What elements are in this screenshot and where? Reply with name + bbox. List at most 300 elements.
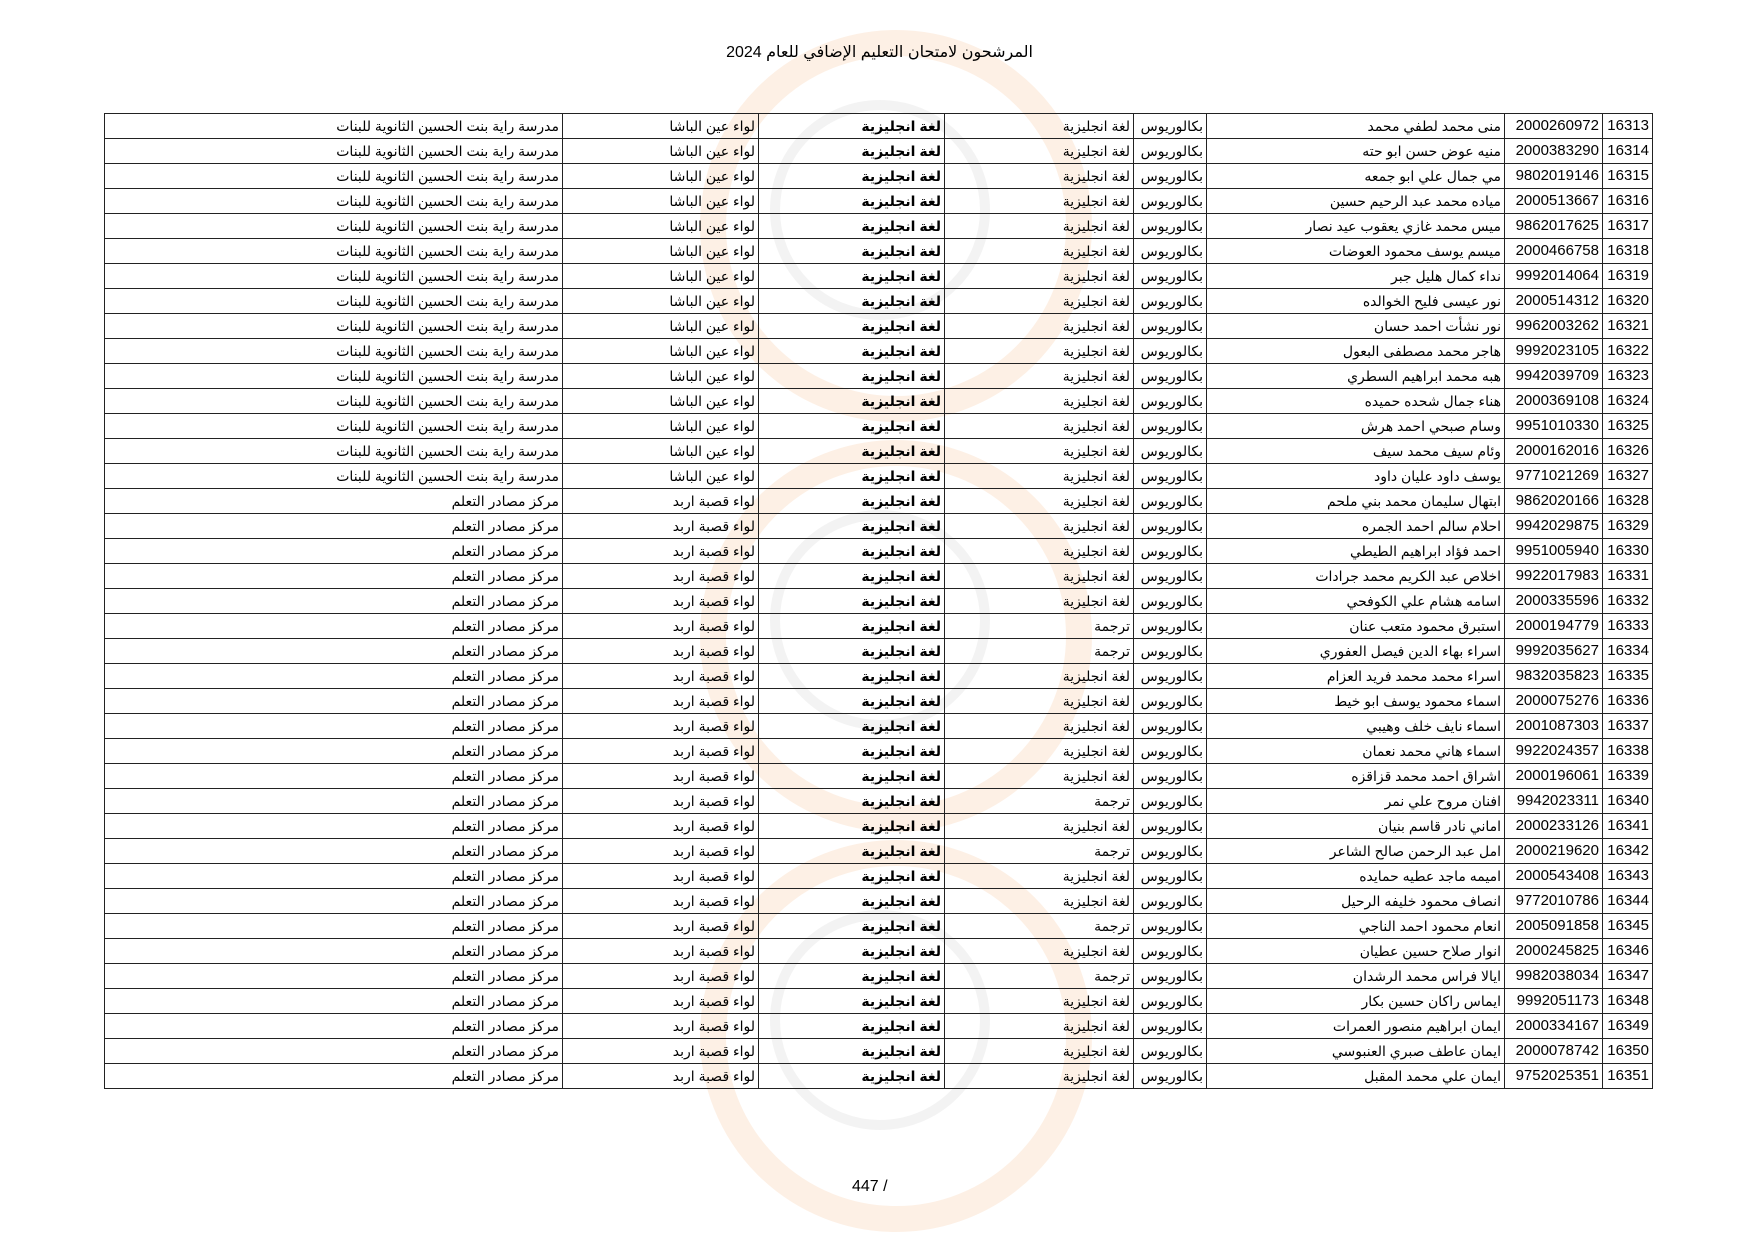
- directorate-cell: لواء قصبة اربد: [563, 839, 759, 864]
- subject-cell: لغة انجليزية: [759, 764, 945, 789]
- specialization-cell: ترجمة: [945, 839, 1134, 864]
- subject-cell: لغة انجليزية: [759, 114, 945, 139]
- school-cell: مركز مصادر التعلم: [105, 964, 563, 989]
- subject-cell: لغة انجليزية: [759, 539, 945, 564]
- directorate-cell: لواء قصبة اربد: [563, 889, 759, 914]
- candidate-name-cell: ابتهال سليمان محمد بني ملحم: [1207, 489, 1505, 514]
- candidate-name-cell: اسراء محمد محمد فريد العزام: [1207, 664, 1505, 689]
- candidate-name-cell: احلام سالم احمد الجمره: [1207, 514, 1505, 539]
- national-id-cell: 9802019146: [1505, 164, 1603, 189]
- specialization-cell: لغة انجليزية: [945, 114, 1134, 139]
- national-id-cell: 9862020166: [1505, 489, 1603, 514]
- directorate-cell: لواء قصبة اربد: [563, 864, 759, 889]
- directorate-cell: لواء قصبة اربد: [563, 964, 759, 989]
- subject-cell: لغة انجليزية: [759, 1039, 945, 1064]
- candidate-name-cell: انصاف محمود خليفه الرحيل: [1207, 889, 1505, 914]
- candidate-name-cell: ايمان علي محمد المقبل: [1207, 1064, 1505, 1089]
- directorate-cell: لواء عين الباشا: [563, 139, 759, 164]
- national-id-cell: 2000196061: [1505, 764, 1603, 789]
- subject-cell: لغة انجليزية: [759, 189, 945, 214]
- table-row: [105, 564, 1653, 589]
- directorate-cell: لواء قصبة اربد: [563, 664, 759, 689]
- table-row: [105, 989, 1653, 1014]
- specialization-cell: لغة انجليزية: [945, 989, 1134, 1014]
- specialization-cell: ترجمة: [945, 964, 1134, 989]
- seq-number-cell: 16340: [1603, 789, 1653, 814]
- table-row: [105, 739, 1653, 764]
- degree-cell: بكالوريوس: [1134, 739, 1207, 764]
- specialization-cell: لغة انجليزية: [945, 389, 1134, 414]
- school-cell: مدرسة راية بنت الحسين الثانوية للبنات: [105, 439, 563, 464]
- subject-cell: لغة انجليزية: [759, 714, 945, 739]
- directorate-cell: لواء عين الباشا: [563, 464, 759, 489]
- candidate-name-cell: انوار صلاح حسين عطيان: [1207, 939, 1505, 964]
- subject-cell: لغة انجليزية: [759, 489, 945, 514]
- specialization-cell: لغة انجليزية: [945, 139, 1134, 164]
- subject-cell: لغة انجليزية: [759, 214, 945, 239]
- degree-cell: بكالوريوس: [1134, 639, 1207, 664]
- directorate-cell: لواء عين الباشا: [563, 214, 759, 239]
- national-id-cell: 2000194779: [1505, 614, 1603, 639]
- table-row: [105, 389, 1653, 414]
- seq-number-cell: 16327: [1603, 464, 1653, 489]
- directorate-cell: لواء قصبة اربد: [563, 514, 759, 539]
- seq-number-cell: 16330: [1603, 539, 1653, 564]
- national-id-cell: 9962003262: [1505, 314, 1603, 339]
- school-cell: مركز مصادر التعلم: [105, 714, 563, 739]
- directorate-cell: لواء قصبة اربد: [563, 489, 759, 514]
- degree-cell: بكالوريوس: [1134, 839, 1207, 864]
- national-id-cell: 9942023311: [1505, 789, 1603, 814]
- school-cell: مركز مصادر التعلم: [105, 539, 563, 564]
- directorate-cell: لواء قصبة اربد: [563, 689, 759, 714]
- national-id-cell: 2000075276: [1505, 689, 1603, 714]
- seq-number-cell: 16328: [1603, 489, 1653, 514]
- degree-cell: بكالوريوس: [1134, 339, 1207, 364]
- specialization-cell: لغة انجليزية: [945, 939, 1134, 964]
- degree-cell: بكالوريوس: [1134, 589, 1207, 614]
- seq-number-cell: 16342: [1603, 839, 1653, 864]
- school-cell: مركز مصادر التعلم: [105, 1064, 563, 1089]
- school-cell: مركز مصادر التعلم: [105, 864, 563, 889]
- candidate-name-cell: افنان مروح علي نمر: [1207, 789, 1505, 814]
- subject-cell: لغة انجليزية: [759, 514, 945, 539]
- specialization-cell: لغة انجليزية: [945, 889, 1134, 914]
- degree-cell: بكالوريوس: [1134, 1064, 1207, 1089]
- national-id-cell: 2005091858: [1505, 914, 1603, 939]
- candidate-name-cell: منى محمد لطفي محمد: [1207, 114, 1505, 139]
- candidate-name-cell: انعام محمود احمد الناجي: [1207, 914, 1505, 939]
- specialization-cell: ترجمة: [945, 789, 1134, 814]
- candidate-name-cell: هاجر محمد مصطفى البعول: [1207, 339, 1505, 364]
- seq-number-cell: 16333: [1603, 614, 1653, 639]
- directorate-cell: لواء قصبة اربد: [563, 1064, 759, 1089]
- seq-number-cell: 16313: [1603, 114, 1653, 139]
- seq-number-cell: 16314: [1603, 139, 1653, 164]
- candidate-name-cell: ميسم يوسف محمود العوضات: [1207, 239, 1505, 264]
- school-cell: مركز مصادر التعلم: [105, 614, 563, 639]
- table-row: [105, 614, 1653, 639]
- degree-cell: بكالوريوس: [1134, 314, 1207, 339]
- directorate-cell: لواء عين الباشا: [563, 314, 759, 339]
- directorate-cell: لواء قصبة اربد: [563, 914, 759, 939]
- degree-cell: بكالوريوس: [1134, 789, 1207, 814]
- candidate-name-cell: ايمان عاطف صبري العنبوسي: [1207, 1039, 1505, 1064]
- subject-cell: لغة انجليزية: [759, 614, 945, 639]
- specialization-cell: لغة انجليزية: [945, 864, 1134, 889]
- seq-number-cell: 16317: [1603, 214, 1653, 239]
- candidate-name-cell: ايمان ابراهيم منصور العمرات: [1207, 1014, 1505, 1039]
- specialization-cell: لغة انجليزية: [945, 214, 1134, 239]
- directorate-cell: لواء قصبة اربد: [563, 1039, 759, 1064]
- seq-number-cell: 16341: [1603, 814, 1653, 839]
- seq-number-cell: 16351: [1603, 1064, 1653, 1089]
- national-id-cell: 9752025351: [1505, 1064, 1603, 1089]
- specialization-cell: لغة انجليزية: [945, 689, 1134, 714]
- directorate-cell: لواء عين الباشا: [563, 414, 759, 439]
- school-cell: مركز مصادر التعلم: [105, 1039, 563, 1064]
- specialization-cell: لغة انجليزية: [945, 464, 1134, 489]
- table-row: [105, 889, 1653, 914]
- degree-cell: بكالوريوس: [1134, 614, 1207, 639]
- degree-cell: بكالوريوس: [1134, 114, 1207, 139]
- subject-cell: لغة انجليزية: [759, 364, 945, 389]
- school-cell: مركز مصادر التعلم: [105, 689, 563, 714]
- degree-cell: بكالوريوس: [1134, 939, 1207, 964]
- school-cell: مدرسة راية بنت الحسين الثانوية للبنات: [105, 139, 563, 164]
- seq-number-cell: 16315: [1603, 164, 1653, 189]
- specialization-cell: لغة انجليزية: [945, 539, 1134, 564]
- page-number: 447 /: [852, 1178, 888, 1195]
- subject-cell: لغة انجليزية: [759, 639, 945, 664]
- specialization-cell: لغة انجليزية: [945, 239, 1134, 264]
- candidate-name-cell: هناء جمال شحده حميده: [1207, 389, 1505, 414]
- directorate-cell: لواء قصبة اربد: [563, 739, 759, 764]
- national-id-cell: 9942029875: [1505, 514, 1603, 539]
- degree-cell: بكالوريوس: [1134, 264, 1207, 289]
- seq-number-cell: 16343: [1603, 864, 1653, 889]
- candidate-name-cell: اسامه هشام علي الكوفحي: [1207, 589, 1505, 614]
- school-cell: مركز مصادر التعلم: [105, 1014, 563, 1039]
- candidate-name-cell: هبه محمد ابراهيم السطري: [1207, 364, 1505, 389]
- degree-cell: بكالوريوس: [1134, 714, 1207, 739]
- degree-cell: بكالوريوس: [1134, 1039, 1207, 1064]
- school-cell: مركز مصادر التعلم: [105, 814, 563, 839]
- national-id-cell: 9772010786: [1505, 889, 1603, 914]
- specialization-cell: لغة انجليزية: [945, 739, 1134, 764]
- directorate-cell: لواء عين الباشا: [563, 364, 759, 389]
- specialization-cell: لغة انجليزية: [945, 589, 1134, 614]
- school-cell: مركز مصادر التعلم: [105, 889, 563, 914]
- national-id-cell: 2000162016: [1505, 439, 1603, 464]
- degree-cell: بكالوريوس: [1134, 564, 1207, 589]
- specialization-cell: لغة انجليزية: [945, 189, 1134, 214]
- subject-cell: لغة انجليزية: [759, 739, 945, 764]
- page-title-text: المرشحون لامتحان التعليم الإضافي للعام 2024: [726, 44, 1033, 61]
- specialization-cell: لغة انجليزية: [945, 314, 1134, 339]
- candidate-name-cell: اشراق احمد محمد قزاقزه: [1207, 764, 1505, 789]
- seq-number-cell: 16349: [1603, 1014, 1653, 1039]
- candidate-name-cell: وسام صبحي احمد هرش: [1207, 414, 1505, 439]
- national-id-cell: 9922017983: [1505, 564, 1603, 589]
- candidate-name-cell: مي جمال علي ابو جمعه: [1207, 164, 1505, 189]
- seq-number-cell: 16335: [1603, 664, 1653, 689]
- table-row: [105, 314, 1653, 339]
- school-cell: مدرسة راية بنت الحسين الثانوية للبنات: [105, 389, 563, 414]
- directorate-cell: لواء قصبة اربد: [563, 539, 759, 564]
- candidate-name-cell: استبرق محمود متعب عنان: [1207, 614, 1505, 639]
- directorate-cell: لواء عين الباشا: [563, 289, 759, 314]
- directorate-cell: لواء عين الباشا: [563, 189, 759, 214]
- candidate-name-cell: مياده محمد عبد الرحيم حسين: [1207, 189, 1505, 214]
- subject-cell: لغة انجليزية: [759, 939, 945, 964]
- specialization-cell: لغة انجليزية: [945, 564, 1134, 589]
- subject-cell: لغة انجليزية: [759, 439, 945, 464]
- table-row: [105, 964, 1653, 989]
- table-row: [105, 639, 1653, 664]
- national-id-cell: 2000078742: [1505, 1039, 1603, 1064]
- degree-cell: بكالوريوس: [1134, 889, 1207, 914]
- candidate-name-cell: اسماء محمود يوسف ابو خيط: [1207, 689, 1505, 714]
- national-id-cell: 2000466758: [1505, 239, 1603, 264]
- school-cell: مركز مصادر التعلم: [105, 914, 563, 939]
- specialization-cell: لغة انجليزية: [945, 1064, 1134, 1089]
- directorate-cell: لواء عين الباشا: [563, 339, 759, 364]
- subject-cell: لغة انجليزية: [759, 464, 945, 489]
- seq-number-cell: 16318: [1603, 239, 1653, 264]
- degree-cell: بكالوريوس: [1134, 414, 1207, 439]
- school-cell: مدرسة راية بنت الحسين الثانوية للبنات: [105, 314, 563, 339]
- table-row: [105, 439, 1653, 464]
- national-id-cell: 2000514312: [1505, 289, 1603, 314]
- degree-cell: بكالوريوس: [1134, 364, 1207, 389]
- seq-number-cell: 16326: [1603, 439, 1653, 464]
- national-id-cell: 9922024357: [1505, 739, 1603, 764]
- degree-cell: بكالوريوس: [1134, 239, 1207, 264]
- degree-cell: بكالوريوس: [1134, 389, 1207, 414]
- degree-cell: بكالوريوس: [1134, 489, 1207, 514]
- school-cell: مركز مصادر التعلم: [105, 664, 563, 689]
- table-row: [105, 464, 1653, 489]
- specialization-cell: لغة انجليزية: [945, 764, 1134, 789]
- table-row: [105, 139, 1653, 164]
- school-cell: مدرسة راية بنت الحسين الثانوية للبنات: [105, 339, 563, 364]
- directorate-cell: لواء قصبة اربد: [563, 714, 759, 739]
- table-row: [105, 1014, 1653, 1039]
- specialization-cell: لغة انجليزية: [945, 714, 1134, 739]
- school-cell: مدرسة راية بنت الحسين الثانوية للبنات: [105, 414, 563, 439]
- candidates-table: [104, 113, 1653, 1089]
- directorate-cell: لواء قصبة اربد: [563, 764, 759, 789]
- subject-cell: لغة انجليزية: [759, 139, 945, 164]
- degree-cell: بكالوريوس: [1134, 814, 1207, 839]
- seq-number-cell: 16332: [1603, 589, 1653, 614]
- national-id-cell: 9951005940: [1505, 539, 1603, 564]
- degree-cell: بكالوريوس: [1134, 1014, 1207, 1039]
- table-row: [105, 164, 1653, 189]
- subject-cell: لغة انجليزية: [759, 839, 945, 864]
- table-row: [105, 1039, 1653, 1064]
- seq-number-cell: 16321: [1603, 314, 1653, 339]
- national-id-cell: 2000334167: [1505, 1014, 1603, 1039]
- specialization-cell: ترجمة: [945, 614, 1134, 639]
- specialization-cell: ترجمة: [945, 639, 1134, 664]
- subject-cell: لغة انجليزية: [759, 339, 945, 364]
- school-cell: مركز مصادر التعلم: [105, 739, 563, 764]
- degree-cell: بكالوريوس: [1134, 989, 1207, 1014]
- specialization-cell: لغة انجليزية: [945, 439, 1134, 464]
- table-row: [105, 239, 1653, 264]
- specialization-cell: لغة انجليزية: [945, 664, 1134, 689]
- school-cell: مركز مصادر التعلم: [105, 939, 563, 964]
- national-id-cell: 9982038034: [1505, 964, 1603, 989]
- directorate-cell: لواء قصبة اربد: [563, 1014, 759, 1039]
- candidate-name-cell: يوسف داود عليان داود: [1207, 464, 1505, 489]
- national-id-cell: 2000543408: [1505, 864, 1603, 889]
- subject-cell: لغة انجليزية: [759, 1014, 945, 1039]
- table-row: [105, 664, 1653, 689]
- subject-cell: لغة انجليزية: [759, 289, 945, 314]
- degree-cell: بكالوريوس: [1134, 914, 1207, 939]
- subject-cell: لغة انجليزية: [759, 389, 945, 414]
- national-id-cell: 9992023105: [1505, 339, 1603, 364]
- directorate-cell: لواء قصبة اربد: [563, 589, 759, 614]
- degree-cell: بكالوريوس: [1134, 214, 1207, 239]
- subject-cell: لغة انجليزية: [759, 964, 945, 989]
- national-id-cell: 9951010330: [1505, 414, 1603, 439]
- candidate-name-cell: اسراء بهاء الدين فيصل العفوري: [1207, 639, 1505, 664]
- seq-number-cell: 16322: [1603, 339, 1653, 364]
- table-row: [105, 939, 1653, 964]
- degree-cell: بكالوريوس: [1134, 289, 1207, 314]
- degree-cell: بكالوريوس: [1134, 664, 1207, 689]
- seq-number-cell: 16324: [1603, 389, 1653, 414]
- national-id-cell: 9942039709: [1505, 364, 1603, 389]
- directorate-cell: لواء قصبة اربد: [563, 989, 759, 1014]
- school-cell: مدرسة راية بنت الحسين الثانوية للبنات: [105, 214, 563, 239]
- school-cell: مركز مصادر التعلم: [105, 489, 563, 514]
- seq-number-cell: 16350: [1603, 1039, 1653, 1064]
- candidate-name-cell: اميمه ماجد عطيه حمايده: [1207, 864, 1505, 889]
- subject-cell: لغة انجليزية: [759, 564, 945, 589]
- candidate-name-cell: نداء كمال هليل جبر: [1207, 264, 1505, 289]
- table-row: [105, 764, 1653, 789]
- degree-cell: بكالوريوس: [1134, 964, 1207, 989]
- subject-cell: لغة انجليزية: [759, 664, 945, 689]
- school-cell: مركز مصادر التعلم: [105, 989, 563, 1014]
- school-cell: مدرسة راية بنت الحسين الثانوية للبنات: [105, 239, 563, 264]
- directorate-cell: لواء قصبة اربد: [563, 614, 759, 639]
- specialization-cell: ترجمة: [945, 914, 1134, 939]
- specialization-cell: لغة انجليزية: [945, 164, 1134, 189]
- table-row: [105, 689, 1653, 714]
- seq-number-cell: 16345: [1603, 914, 1653, 939]
- subject-cell: لغة انجليزية: [759, 1064, 945, 1089]
- school-cell: مركز مصادر التعلم: [105, 514, 563, 539]
- candidate-name-cell: ميس محمد غازي يعقوب عيد نصار: [1207, 214, 1505, 239]
- degree-cell: بكالوريوس: [1134, 139, 1207, 164]
- seq-number-cell: 16339: [1603, 764, 1653, 789]
- table-row: [105, 264, 1653, 289]
- table-row: [105, 364, 1653, 389]
- degree-cell: بكالوريوس: [1134, 439, 1207, 464]
- school-cell: مدرسة راية بنت الحسين الثانوية للبنات: [105, 164, 563, 189]
- table-row: [105, 864, 1653, 889]
- school-cell: مدرسة راية بنت الحسين الثانوية للبنات: [105, 289, 563, 314]
- national-id-cell: 9862017625: [1505, 214, 1603, 239]
- national-id-cell: 9992014064: [1505, 264, 1603, 289]
- subject-cell: لغة انجليزية: [759, 889, 945, 914]
- school-cell: مدرسة راية بنت الحسين الثانوية للبنات: [105, 464, 563, 489]
- national-id-cell: 2001087303: [1505, 714, 1603, 739]
- specialization-cell: لغة انجليزية: [945, 414, 1134, 439]
- specialization-cell: لغة انجليزية: [945, 289, 1134, 314]
- seq-number-cell: 16323: [1603, 364, 1653, 389]
- table-row: [105, 489, 1653, 514]
- school-cell: مدرسة راية بنت الحسين الثانوية للبنات: [105, 114, 563, 139]
- school-cell: مركز مصادر التعلم: [105, 589, 563, 614]
- national-id-cell: 9992035627: [1505, 639, 1603, 664]
- national-id-cell: 2000335596: [1505, 589, 1603, 614]
- school-cell: مركز مصادر التعلم: [105, 639, 563, 664]
- subject-cell: لغة انجليزية: [759, 689, 945, 714]
- page-title: [0, 42, 1755, 62]
- directorate-cell: لواء قصبة اربد: [563, 564, 759, 589]
- school-cell: مدرسة راية بنت الحسين الثانوية للبنات: [105, 264, 563, 289]
- subject-cell: لغة انجليزية: [759, 989, 945, 1014]
- seq-number-cell: 16331: [1603, 564, 1653, 589]
- national-id-cell: 2000513667: [1505, 189, 1603, 214]
- seq-number-cell: 16319: [1603, 264, 1653, 289]
- table-row: [105, 114, 1653, 139]
- seq-number-cell: 16347: [1603, 964, 1653, 989]
- table-row: [105, 414, 1653, 439]
- degree-cell: بكالوريوس: [1134, 864, 1207, 889]
- national-id-cell: 9832035823: [1505, 664, 1603, 689]
- seq-number-cell: 16325: [1603, 414, 1653, 439]
- directorate-cell: لواء عين الباشا: [563, 439, 759, 464]
- school-cell: مدرسة راية بنت الحسين الثانوية للبنات: [105, 364, 563, 389]
- specialization-cell: لغة انجليزية: [945, 1014, 1134, 1039]
- specialization-cell: لغة انجليزية: [945, 339, 1134, 364]
- directorate-cell: لواء عين الباشا: [563, 264, 759, 289]
- national-id-cell: 2000245825: [1505, 939, 1603, 964]
- specialization-cell: لغة انجليزية: [945, 514, 1134, 539]
- subject-cell: لغة انجليزية: [759, 789, 945, 814]
- candidate-name-cell: امل عبد الرحمن صالح الشاعر: [1207, 839, 1505, 864]
- candidate-name-cell: اسماء هاني محمد نعمان: [1207, 739, 1505, 764]
- subject-cell: لغة انجليزية: [759, 589, 945, 614]
- seq-number-cell: 16320: [1603, 289, 1653, 314]
- specialization-cell: لغة انجليزية: [945, 1039, 1134, 1064]
- degree-cell: بكالوريوس: [1134, 689, 1207, 714]
- subject-cell: لغة انجليزية: [759, 314, 945, 339]
- directorate-cell: لواء عين الباشا: [563, 239, 759, 264]
- specialization-cell: لغة انجليزية: [945, 364, 1134, 389]
- school-cell: مركز مصادر التعلم: [105, 564, 563, 589]
- table-row: [105, 514, 1653, 539]
- degree-cell: بكالوريوس: [1134, 764, 1207, 789]
- national-id-cell: 2000369108: [1505, 389, 1603, 414]
- directorate-cell: لواء قصبة اربد: [563, 639, 759, 664]
- directorate-cell: لواء قصبة اربد: [563, 789, 759, 814]
- subject-cell: لغة انجليزية: [759, 814, 945, 839]
- seq-number-cell: 16338: [1603, 739, 1653, 764]
- degree-cell: بكالوريوس: [1134, 164, 1207, 189]
- seq-number-cell: 16329: [1603, 514, 1653, 539]
- table-row: [105, 339, 1653, 364]
- subject-cell: لغة انجليزية: [759, 239, 945, 264]
